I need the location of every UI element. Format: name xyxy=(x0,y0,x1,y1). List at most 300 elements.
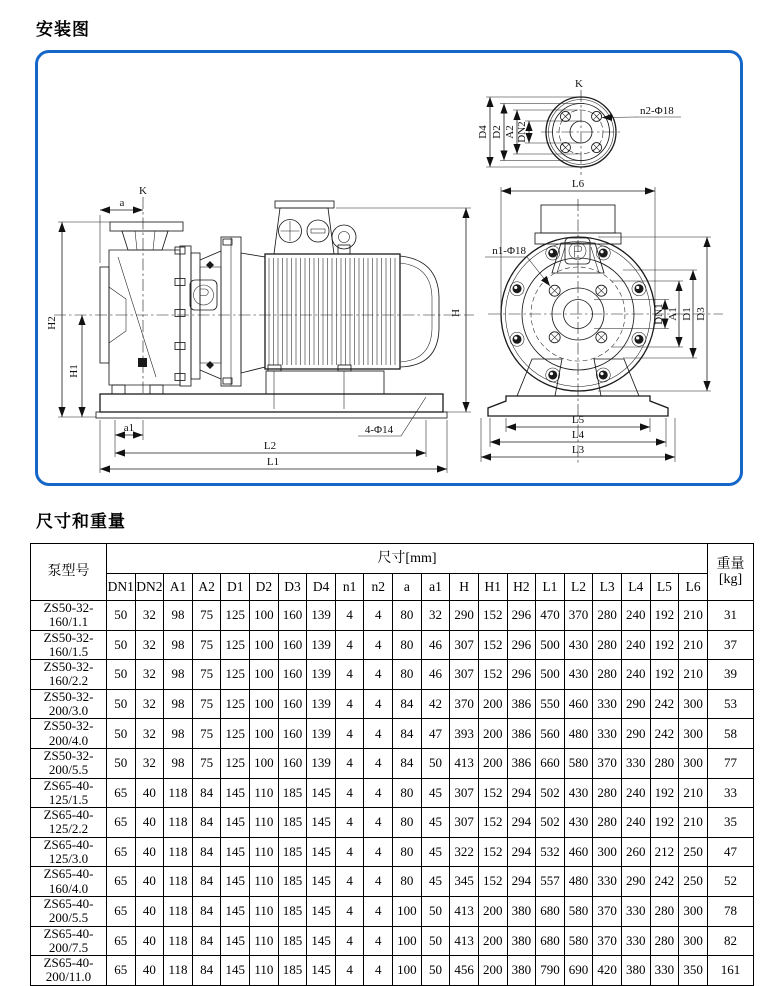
dim-value: 32 xyxy=(135,748,164,778)
install-diagram-title: 安装图 xyxy=(36,20,90,39)
pump-model: ZS50-32-160/1.1 xyxy=(31,601,107,631)
dim-value: 125 xyxy=(221,601,250,631)
dim-value: 4 xyxy=(335,867,364,897)
dim-value: 470 xyxy=(536,601,565,631)
dim-value: 50 xyxy=(421,896,450,926)
dim-value: 557 xyxy=(536,867,565,897)
dim-col-header: n1 xyxy=(335,574,364,601)
dim-value: 40 xyxy=(135,896,164,926)
dim-value: 50 xyxy=(107,630,136,660)
dim-value: 152 xyxy=(478,808,507,838)
weight-value: 53 xyxy=(708,689,754,719)
dim-value: 4 xyxy=(335,896,364,926)
dim-value: 240 xyxy=(621,778,650,808)
dim-value: 420 xyxy=(593,956,622,986)
weight-value: 161 xyxy=(708,956,754,986)
dim-value: 32 xyxy=(135,719,164,749)
dim-value: 242 xyxy=(650,867,679,897)
dim-value: 240 xyxy=(621,601,650,631)
dim-value: 40 xyxy=(135,926,164,956)
dim-value: 290 xyxy=(621,689,650,719)
dim-col-header: DN1 xyxy=(107,574,136,601)
dim-value: 40 xyxy=(135,837,164,867)
dim-value: 330 xyxy=(621,748,650,778)
dim-value: 430 xyxy=(564,808,593,838)
dim-col-header: L5 xyxy=(650,574,679,601)
pump-model: ZS65-40-125/2.2 xyxy=(31,808,107,838)
dim-value: 160 xyxy=(278,660,307,690)
weight-value: 58 xyxy=(708,719,754,749)
dim-value: 690 xyxy=(564,956,593,986)
dim-value: 4 xyxy=(335,926,364,956)
dim-value: 185 xyxy=(278,867,307,897)
bolt-callout-side: 4-Φ14 xyxy=(364,424,394,436)
dim-value: 118 xyxy=(164,867,193,897)
dim-value: 4 xyxy=(364,601,393,631)
dim-label-h1: H1 xyxy=(68,364,80,378)
dim-value: 118 xyxy=(164,778,193,808)
dim-value: 480 xyxy=(564,867,593,897)
dim-value: 160 xyxy=(278,719,307,749)
weight-header-label: 重量 xyxy=(716,556,745,572)
dim-value: 370 xyxy=(564,601,593,631)
dim-value: 152 xyxy=(478,837,507,867)
dim-value: 50 xyxy=(107,748,136,778)
dim-value: 84 xyxy=(192,778,221,808)
dim-value: 212 xyxy=(650,837,679,867)
dim-value: 45 xyxy=(421,867,450,897)
table-row xyxy=(31,867,754,897)
dim-value: 200 xyxy=(478,689,507,719)
dim-value: 152 xyxy=(478,660,507,690)
dim-value: 430 xyxy=(564,630,593,660)
weight-value: 47 xyxy=(708,837,754,867)
dim-value: 4 xyxy=(335,956,364,986)
dim-value: 4 xyxy=(335,837,364,867)
dim-value: 4 xyxy=(335,748,364,778)
dim-value: 152 xyxy=(478,778,507,808)
bolt-callout-flange: n2-Φ18 xyxy=(640,105,674,117)
weight-value: 35 xyxy=(708,808,754,838)
dim-value: 84 xyxy=(393,748,422,778)
dim-value: 580 xyxy=(564,896,593,926)
dim-value: 110 xyxy=(250,956,279,986)
dim-value: 47 xyxy=(421,719,450,749)
dim-value: 280 xyxy=(593,601,622,631)
dim-col-header: a xyxy=(393,574,422,601)
dim-value: 84 xyxy=(192,867,221,897)
dim-value: 118 xyxy=(164,926,193,956)
dim-value: 294 xyxy=(507,778,536,808)
weight-value: 31 xyxy=(708,601,754,631)
dim-value: 330 xyxy=(621,896,650,926)
dim-value: 139 xyxy=(307,601,336,631)
dim-value: 100 xyxy=(250,748,279,778)
dim-value: 532 xyxy=(536,837,565,867)
pump-model: ZS50-32-200/3.0 xyxy=(31,689,107,719)
dim-value: 330 xyxy=(621,926,650,956)
dim-value: 80 xyxy=(393,867,422,897)
dim-value: 350 xyxy=(679,956,708,986)
dim-col-header: H xyxy=(450,574,479,601)
dim-value: 80 xyxy=(393,660,422,690)
dim-value: 46 xyxy=(421,660,450,690)
dim-value: 125 xyxy=(221,689,250,719)
pump-model: ZS50-32-200/5.5 xyxy=(31,748,107,778)
dim-value: 32 xyxy=(135,601,164,631)
dim-label-h2: H2 xyxy=(46,316,58,330)
dim-value: 100 xyxy=(250,601,279,631)
dim-value: 456 xyxy=(450,956,479,986)
dim-value: 145 xyxy=(307,956,336,986)
dim-value: 200 xyxy=(478,896,507,926)
dim-value: 152 xyxy=(478,867,507,897)
dim-value: 75 xyxy=(192,601,221,631)
dim-value: 4 xyxy=(364,867,393,897)
dim-value: 100 xyxy=(250,719,279,749)
dim-col-header: L4 xyxy=(621,574,650,601)
dim-col-header: D2 xyxy=(250,574,279,601)
pump-model: ZS65-40-200/11.0 xyxy=(31,956,107,986)
dim-value: 502 xyxy=(536,808,565,838)
dim-value: 4 xyxy=(335,630,364,660)
dim-value: 210 xyxy=(679,660,708,690)
dim-label-k-side: K xyxy=(139,185,147,197)
dim-col-header: L1 xyxy=(536,574,565,601)
dim-value: 145 xyxy=(307,896,336,926)
dim-value: 240 xyxy=(621,630,650,660)
dim-value: 370 xyxy=(450,689,479,719)
dim-value: 40 xyxy=(135,956,164,986)
pump-model: ZS65-40-125/1.5 xyxy=(31,778,107,808)
table-row xyxy=(31,808,754,838)
dim-value: 100 xyxy=(393,926,422,956)
dim-value: 296 xyxy=(507,601,536,631)
dim-col-header: n2 xyxy=(364,574,393,601)
dimensions-weight-title: 尺寸和重量 xyxy=(36,512,126,531)
dim-value: 65 xyxy=(107,808,136,838)
dim-value: 160 xyxy=(278,748,307,778)
dim-value: 210 xyxy=(679,601,708,631)
dim-value: 290 xyxy=(450,601,479,631)
dim-label-l1: L1 xyxy=(266,456,280,468)
dim-value: 80 xyxy=(393,630,422,660)
dim-value: 280 xyxy=(593,630,622,660)
dim-value: 65 xyxy=(107,867,136,897)
dim-value: 4 xyxy=(364,660,393,690)
dim-value: 98 xyxy=(164,601,193,631)
dim-value: 145 xyxy=(307,808,336,838)
dim-value: 139 xyxy=(307,748,336,778)
dim-value: 580 xyxy=(564,748,593,778)
dim-value: 45 xyxy=(421,778,450,808)
dim-value: 75 xyxy=(192,660,221,690)
dim-label-k-flange: K xyxy=(575,78,583,90)
dim-value: 185 xyxy=(278,778,307,808)
dim-value: 345 xyxy=(450,867,479,897)
dim-label-a1-front: A1 xyxy=(667,307,679,321)
dim-value: 100 xyxy=(393,896,422,926)
dim-value: 370 xyxy=(593,748,622,778)
dim-value: 200 xyxy=(478,719,507,749)
dim-value: 290 xyxy=(621,719,650,749)
dim-value: 139 xyxy=(307,630,336,660)
table-row xyxy=(31,748,754,778)
weight-value: 77 xyxy=(708,748,754,778)
table-row xyxy=(31,778,754,808)
dim-value: 4 xyxy=(364,896,393,926)
dim-value: 200 xyxy=(478,956,507,986)
dim-value: 145 xyxy=(221,808,250,838)
pump-model: ZS50-32-160/1.5 xyxy=(31,630,107,660)
dim-value: 185 xyxy=(278,808,307,838)
dim-value: 502 xyxy=(536,778,565,808)
dim-col-header: D1 xyxy=(221,574,250,601)
dim-value: 32 xyxy=(135,660,164,690)
dim-col-header: A1 xyxy=(164,574,193,601)
dim-value: 65 xyxy=(107,926,136,956)
dim-value: 370 xyxy=(593,896,622,926)
dim-label-l5: L5 xyxy=(571,414,585,426)
dim-value: 192 xyxy=(650,601,679,631)
dim-value: 145 xyxy=(221,867,250,897)
dim-value: 330 xyxy=(650,956,679,986)
dim-value: 84 xyxy=(192,808,221,838)
dimensions-table xyxy=(30,543,754,986)
dim-value: 242 xyxy=(650,689,679,719)
dim-value: 290 xyxy=(621,867,650,897)
dim-value: 460 xyxy=(564,689,593,719)
model-column-header: 泵型号 xyxy=(31,544,107,601)
dim-value: 240 xyxy=(621,660,650,690)
dim-value: 680 xyxy=(536,926,565,956)
dim-value: 500 xyxy=(536,630,565,660)
dim-value: 32 xyxy=(135,630,164,660)
dim-value: 4 xyxy=(364,837,393,867)
dim-value: 386 xyxy=(507,719,536,749)
dim-value: 100 xyxy=(250,630,279,660)
dim-value: 98 xyxy=(164,660,193,690)
dim-value: 50 xyxy=(107,601,136,631)
pump-side-view xyxy=(54,197,474,418)
dim-value: 145 xyxy=(221,778,250,808)
dim-value: 280 xyxy=(593,808,622,838)
dim-value: 84 xyxy=(393,719,422,749)
dim-value: 75 xyxy=(192,748,221,778)
dim-label-a2: A2 xyxy=(504,125,516,139)
dim-label-d2: D2 xyxy=(491,125,503,139)
dim-value: 280 xyxy=(650,896,679,926)
dim-value: 45 xyxy=(421,837,450,867)
table-row xyxy=(31,896,754,926)
dim-value: 4 xyxy=(364,719,393,749)
dim-value: 125 xyxy=(221,748,250,778)
dim-col-header: H2 xyxy=(507,574,536,601)
dim-value: 75 xyxy=(192,630,221,660)
dim-value: 80 xyxy=(393,837,422,867)
dim-value: 100 xyxy=(250,689,279,719)
table-row xyxy=(31,601,754,631)
dim-value: 45 xyxy=(421,808,450,838)
dim-value: 98 xyxy=(164,719,193,749)
dim-value: 413 xyxy=(450,926,479,956)
dim-value: 152 xyxy=(478,601,507,631)
dim-value: 42 xyxy=(421,689,450,719)
dim-value: 100 xyxy=(250,660,279,690)
dim-value: 250 xyxy=(679,867,708,897)
dim-value: 330 xyxy=(593,867,622,897)
dim-label-dn2: DN2 xyxy=(516,121,528,143)
dim-value: 139 xyxy=(307,719,336,749)
dim-value: 4 xyxy=(364,956,393,986)
dim-col-header: L6 xyxy=(679,574,708,601)
dim-label-l3: L3 xyxy=(571,444,585,456)
table-row xyxy=(31,719,754,749)
front-view-dimensions xyxy=(481,178,711,462)
dim-col-header: L3 xyxy=(593,574,622,601)
dim-value: 300 xyxy=(593,837,622,867)
dim-value: 4 xyxy=(364,630,393,660)
dim-value: 240 xyxy=(621,808,650,838)
dim-value: 296 xyxy=(507,630,536,660)
dim-value: 32 xyxy=(421,601,450,631)
dim-value: 185 xyxy=(278,956,307,986)
dim-value: 4 xyxy=(335,689,364,719)
dim-value: 98 xyxy=(164,748,193,778)
dim-label-a1: a1 xyxy=(123,422,135,434)
dim-label-h: H xyxy=(450,309,462,317)
dim-value: 500 xyxy=(536,660,565,690)
pump-model: ZS50-32-200/4.0 xyxy=(31,719,107,749)
dim-value: 84 xyxy=(192,837,221,867)
dim-value: 4 xyxy=(364,778,393,808)
dim-value: 560 xyxy=(536,719,565,749)
dim-value: 300 xyxy=(679,748,708,778)
dim-value: 393 xyxy=(450,719,479,749)
dim-value: 250 xyxy=(679,837,708,867)
dim-value: 200 xyxy=(478,926,507,956)
dim-label-l6: L6 xyxy=(571,178,585,190)
dim-value: 75 xyxy=(192,719,221,749)
dim-value: 185 xyxy=(278,926,307,956)
dim-value: 139 xyxy=(307,689,336,719)
bolt-callout-front: n1-Φ18 xyxy=(492,245,526,257)
dim-value: 192 xyxy=(650,660,679,690)
dim-value: 75 xyxy=(192,689,221,719)
dim-value: 430 xyxy=(564,660,593,690)
dim-value: 110 xyxy=(250,896,279,926)
dim-value: 192 xyxy=(650,778,679,808)
dim-value: 110 xyxy=(250,808,279,838)
dim-value: 580 xyxy=(564,926,593,956)
dim-value: 480 xyxy=(564,719,593,749)
dim-value: 4 xyxy=(364,808,393,838)
installation-diagram-box xyxy=(35,50,743,486)
dim-value: 210 xyxy=(679,778,708,808)
dim-col-header: H1 xyxy=(478,574,507,601)
dim-value: 65 xyxy=(107,778,136,808)
weight-value: 52 xyxy=(708,867,754,897)
dim-value: 380 xyxy=(507,956,536,986)
dim-value: 242 xyxy=(650,719,679,749)
dim-value: 84 xyxy=(192,956,221,986)
dim-value: 280 xyxy=(593,778,622,808)
table-row xyxy=(31,956,754,986)
dim-label-l4: L4 xyxy=(571,429,585,441)
dim-label-d4: D4 xyxy=(477,125,489,139)
pump-model: ZS50-32-160/2.2 xyxy=(31,660,107,690)
dim-value: 145 xyxy=(221,956,250,986)
dim-value: 330 xyxy=(593,719,622,749)
dim-value: 280 xyxy=(593,660,622,690)
dim-value: 118 xyxy=(164,956,193,986)
dim-value: 300 xyxy=(679,689,708,719)
table-row xyxy=(31,630,754,660)
dim-value: 46 xyxy=(421,630,450,660)
weight-value: 33 xyxy=(708,778,754,808)
weight-value: 82 xyxy=(708,926,754,956)
dim-value: 50 xyxy=(421,748,450,778)
dim-value: 145 xyxy=(221,896,250,926)
table-row xyxy=(31,926,754,956)
dim-value: 110 xyxy=(250,867,279,897)
dim-value: 370 xyxy=(593,926,622,956)
dim-value: 296 xyxy=(507,660,536,690)
dim-value: 460 xyxy=(564,837,593,867)
dim-value: 200 xyxy=(478,748,507,778)
dim-col-header: DN2 xyxy=(135,574,164,601)
dim-value: 4 xyxy=(364,689,393,719)
dim-col-header: A2 xyxy=(192,574,221,601)
dim-value: 40 xyxy=(135,778,164,808)
dim-value: 32 xyxy=(135,689,164,719)
dim-value: 185 xyxy=(278,837,307,867)
dim-col-header: D4 xyxy=(307,574,336,601)
dim-value: 98 xyxy=(164,689,193,719)
dim-value: 294 xyxy=(507,808,536,838)
pump-model: ZS65-40-160/4.0 xyxy=(31,867,107,897)
dim-value: 40 xyxy=(135,808,164,838)
dim-value: 280 xyxy=(650,748,679,778)
dim-value: 307 xyxy=(450,630,479,660)
dim-value: 125 xyxy=(221,719,250,749)
dim-value: 145 xyxy=(221,837,250,867)
dim-value: 380 xyxy=(507,926,536,956)
dim-value: 50 xyxy=(421,926,450,956)
dim-value: 110 xyxy=(250,926,279,956)
dim-value: 160 xyxy=(278,689,307,719)
dim-value: 307 xyxy=(450,808,479,838)
dim-value: 84 xyxy=(192,896,221,926)
dim-value: 84 xyxy=(393,689,422,719)
table-row xyxy=(31,689,754,719)
dim-col-header: a1 xyxy=(421,574,450,601)
dim-value: 50 xyxy=(107,719,136,749)
dim-value: 145 xyxy=(307,926,336,956)
dim-value: 118 xyxy=(164,808,193,838)
dim-value: 65 xyxy=(107,896,136,926)
dim-value: 210 xyxy=(679,630,708,660)
dim-col-header: D3 xyxy=(278,574,307,601)
dim-value: 413 xyxy=(450,896,479,926)
dim-value: 145 xyxy=(307,778,336,808)
dim-value: 50 xyxy=(421,956,450,986)
dim-value: 125 xyxy=(221,630,250,660)
pump-model: ZS65-40-200/5.5 xyxy=(31,896,107,926)
table-row xyxy=(31,837,754,867)
dim-value: 4 xyxy=(335,719,364,749)
table-row xyxy=(31,660,754,690)
